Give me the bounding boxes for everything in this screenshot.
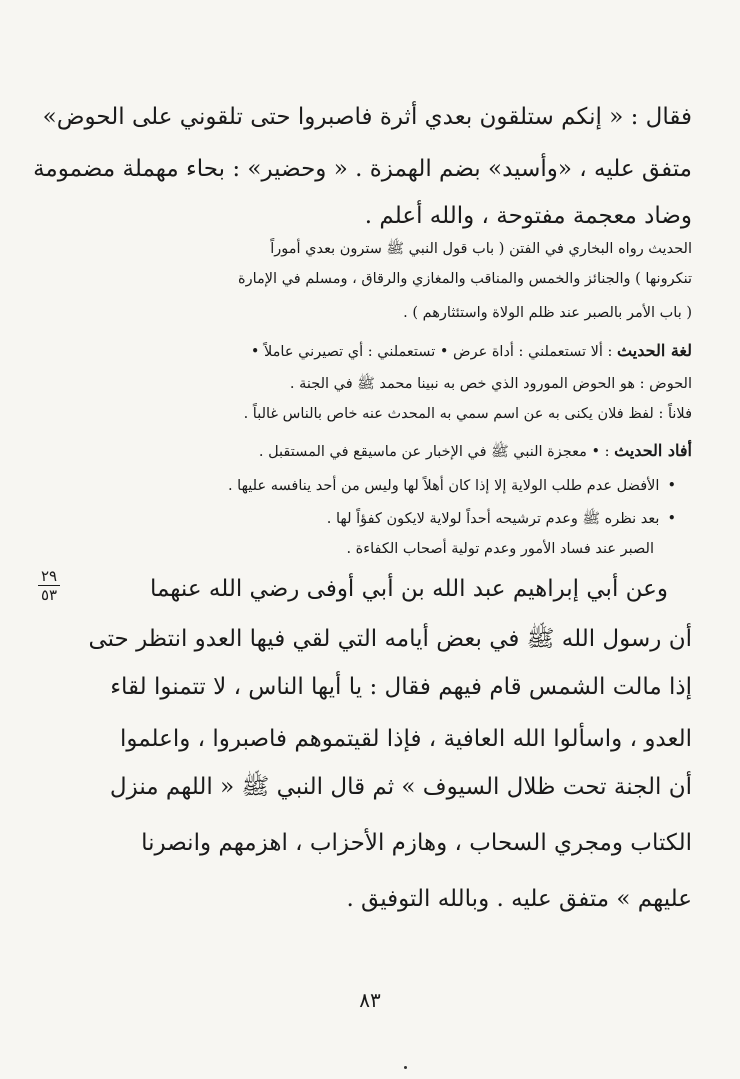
source-note-line-1: الحديث رواه البخاري في الفتن ( باب قول النبي ﷺ سترون بعدي أموراً xyxy=(270,241,692,257)
language-section xyxy=(48,340,692,363)
benefits-section xyxy=(48,440,692,463)
source-note-line-3: ( باب الأمر بالصبر عند ظلم الولاة واستئثارهم ) . xyxy=(403,305,692,321)
benefits-first: : • معجزة النبي ﷺ في الإخبار عن ماسيقع في المستقبل . xyxy=(258,444,610,460)
paragraph2-line-7: عليهم » متفق عليه . وبالله التوفيق . xyxy=(346,886,692,912)
bullet-icon xyxy=(659,511,676,527)
benefit-text-3: الصبر عند فساد الأمور وعدم تولية أصحاب الكفاءة . xyxy=(346,541,654,557)
benefit-item xyxy=(48,475,676,497)
paragraph2-line-3: إذا مالت الشمس قام فيهم فقال : يا أيها الناس ، لا تتمنوا لقاء xyxy=(110,674,692,700)
bullet-icon xyxy=(659,478,676,494)
paragraph2-line-5: أن الجنة تحت ظلال السيوف » ثم قال النبي ﷺ « اللهم منزل xyxy=(109,774,692,800)
language-label: لغة الحديث xyxy=(617,341,692,360)
hadith-number-bottom: ٥٣ xyxy=(40,586,58,604)
source-note-line-2: تنكرونها ) والجنائز والخمس والمناقب والمغازي والرقاق ، ومسلم في الإمارة xyxy=(238,271,692,287)
paragraph2-line-2: أن رسول الله ﷺ في بعض أيامه التي لقي فيها العدو انتظر حتى xyxy=(88,626,692,652)
language-line-3: فلاناً : لفظ فلان يكنى به عن اسم سمي به المحدث عنه خاص بالناس غالباً . xyxy=(243,406,692,422)
paragraph2-line-6: الكتاب ومجري السحاب ، وهازم الأحزاب ، اهزمهم وانصرنا xyxy=(141,830,692,856)
paragraph2-line-4: العدو ، واسألوا الله العافية ، فإذا لقيتموهم فاصبروا ، واعلموا xyxy=(119,726,692,752)
benefit-item xyxy=(48,508,676,530)
benefits-label: أفاد الحديث xyxy=(614,441,692,460)
print-mark xyxy=(404,1066,407,1069)
language-line-2: الحوض : هو الحوض المورود الذي خص به نبينا محمد ﷺ في الجنة . xyxy=(289,376,692,392)
benefit-text-2: بعد نظره ﷺ وعدم ترشيحه أحداً لولاية لايكون كفؤاً لها . xyxy=(326,511,660,527)
hadith-number-top: ٢٩ xyxy=(40,567,58,585)
paragraph1-line-2: متفق عليه ، «وأسيد» بضم الهمزة . « وحضير» : بحاء مهملة مضمومة xyxy=(33,156,692,182)
benefit-text-1: الأفضل عدم طلب الولاية إلا إذا كان أهلاً لها وليس من أحد ينافسه عليها . xyxy=(227,478,660,494)
paragraph2-line-1: وعن أبي إبراهيم عبد الله بن أبي أوفى رضي الله عنهما xyxy=(150,576,668,602)
paragraph1-line-3: وضاد معجمة مفتوحة ، والله أعلم . xyxy=(364,203,692,229)
paragraph1-line-1: فقال : « إنكم ستلقون بعدي أثرة فاصبروا حتى تلقوني على الحوض» xyxy=(42,104,692,130)
language-line-1: : ألا تستعملني : أداة عرض • تستعملني : أي تصيرني عاملاً • xyxy=(250,344,613,360)
page-number: ٨٣ xyxy=(359,988,381,1012)
